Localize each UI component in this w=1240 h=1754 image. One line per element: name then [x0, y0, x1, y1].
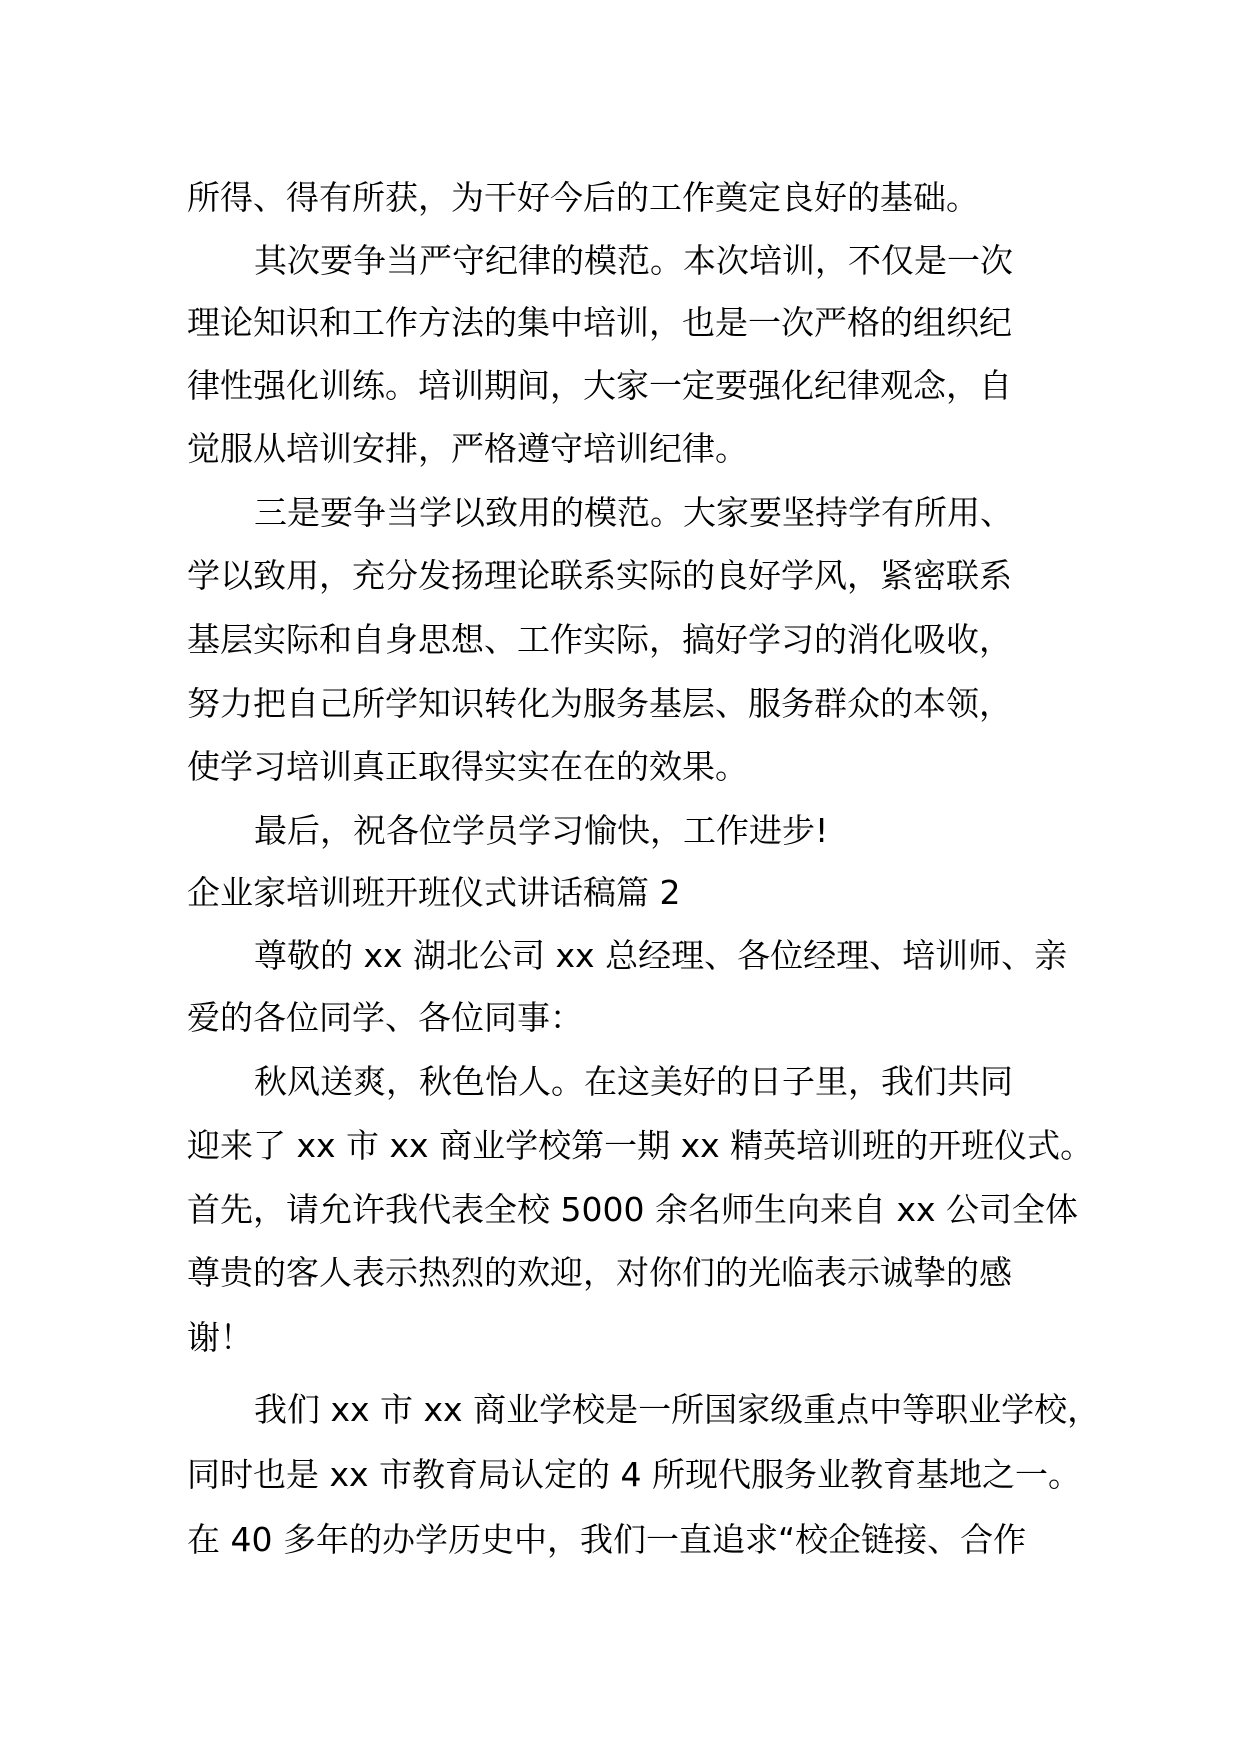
paragraph-line: 秋风送爽，秋色怡人。在这美好的日子里，我们共同 [254, 1062, 1013, 1101]
paragraph-line: 迎来了 xx 市 xx 商业学校第一期 xx 精英培训班的开班仪式。 [187, 1126, 1094, 1165]
paragraph-line: 律性强化训练。培训期间，大家一定要强化纪律观念，自 [187, 366, 1012, 405]
paragraph-line: 所得、得有所获，为干好今后的工作奠定良好的基础。 [187, 178, 979, 217]
paragraph-line: 三是要争当学以致用的模范。大家要坚持学有所用、 [254, 493, 1013, 532]
paragraph-line: 我们 xx 市 xx 商业学校是一所国家级重点中等职业学校， [254, 1390, 1101, 1429]
paragraph-line: 努力把自己所学知识转化为服务基层、服务群众的本领， [187, 684, 1012, 723]
paragraph-line: 其次要争当严守纪律的模范。本次培训，不仅是一次 [254, 241, 1013, 280]
paragraph-line: 觉服从培训安排，严格遵守培训纪律。 [187, 429, 748, 468]
section-heading: 企业家培训班开班仪式讲话稿篇 2 [187, 873, 681, 912]
paragraph-line: 使学习培训真正取得实实在在的效果。 [187, 747, 748, 786]
paragraph-line: 理论知识和工作方法的集中培训，也是一次严格的组织纪 [187, 303, 1012, 342]
paragraph-line: 爱的各位同学、各位同事： [187, 998, 583, 1037]
paragraph-line: 首先，请允许我代表全校 5000 余名师生向来自 xx 公司全体 [187, 1190, 1078, 1229]
paragraph-line: 最后，祝各位学员学习愉快，工作进步! [254, 811, 829, 850]
paragraph-line: 学以致用，充分发扬理论联系实际的良好学风，紧密联系 [187, 556, 1012, 595]
paragraph-line: 尊敬的 xx 湖北公司 xx 总经理、各位经理、培训师、亲 [254, 936, 1068, 975]
paragraph-line: 谢！ [187, 1318, 253, 1357]
paragraph-line: 同时也是 xx 市教育局认定的 4 所现代服务业教育基地之一。 [187, 1455, 1082, 1494]
paragraph-line: 尊贵的客人表示热烈的欢迎，对你们的光临表示诚挚的感 [187, 1253, 1012, 1292]
paragraph-line: 基层实际和自身思想、工作实际，搞好学习的消化吸收， [187, 620, 1012, 659]
paragraph-line: 在 40 多年的办学历史中，我们一直追求“校企链接、合作 [187, 1520, 1027, 1559]
